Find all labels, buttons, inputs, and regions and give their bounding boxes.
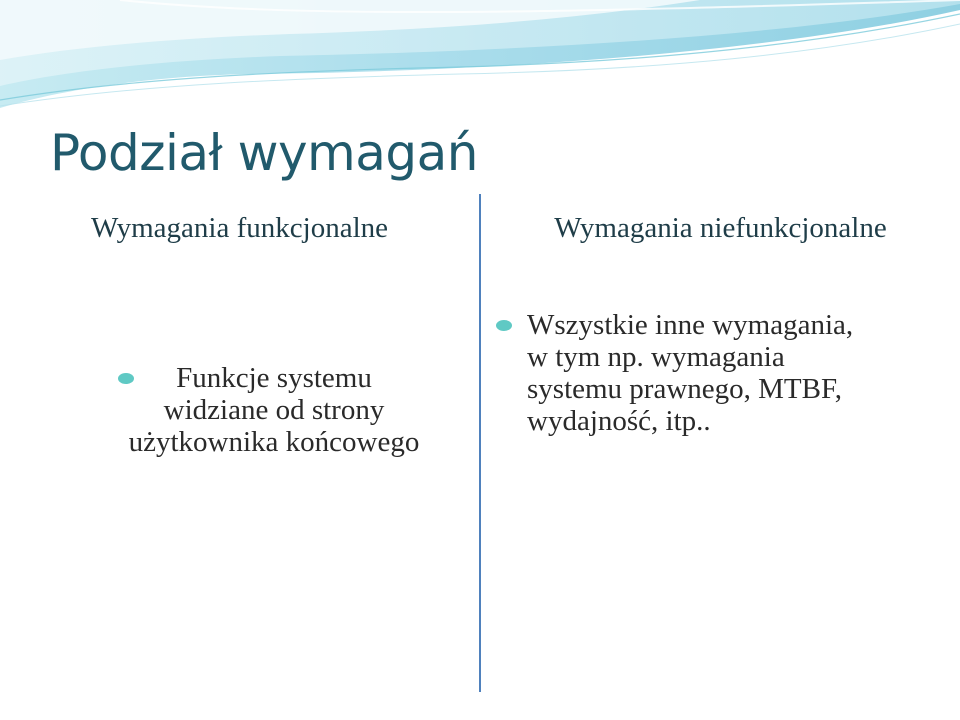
round-bullet-icon	[496, 320, 512, 331]
bullet-text-line: widziane od strony	[163, 394, 385, 426]
bullet-text-line: wydajność, itp..	[527, 405, 711, 437]
left-column-heading: Wymagania funkcjonalne	[91, 212, 388, 244]
bullet-text-line: Wszystkie inne wymagania,	[527, 309, 854, 341]
bullet-text-line: użytkownika końcowego	[128, 426, 420, 458]
right-column-heading: Wymagania niefunkcjonalne	[554, 212, 887, 244]
round-bullet-icon	[118, 373, 134, 384]
decorative-wave-banner	[0, 0, 960, 110]
right-bullet-point	[496, 309, 946, 437]
bullet-text-line: Funkcje systemu	[176, 362, 372, 394]
bullet-text-line: w tym np. wymagania	[527, 341, 785, 373]
slide-title: Podział wymagań	[50, 124, 478, 182]
bullet-text-line: systemu prawnego, MTBF,	[527, 373, 843, 405]
left-bullet-point	[0, 362, 548, 458]
